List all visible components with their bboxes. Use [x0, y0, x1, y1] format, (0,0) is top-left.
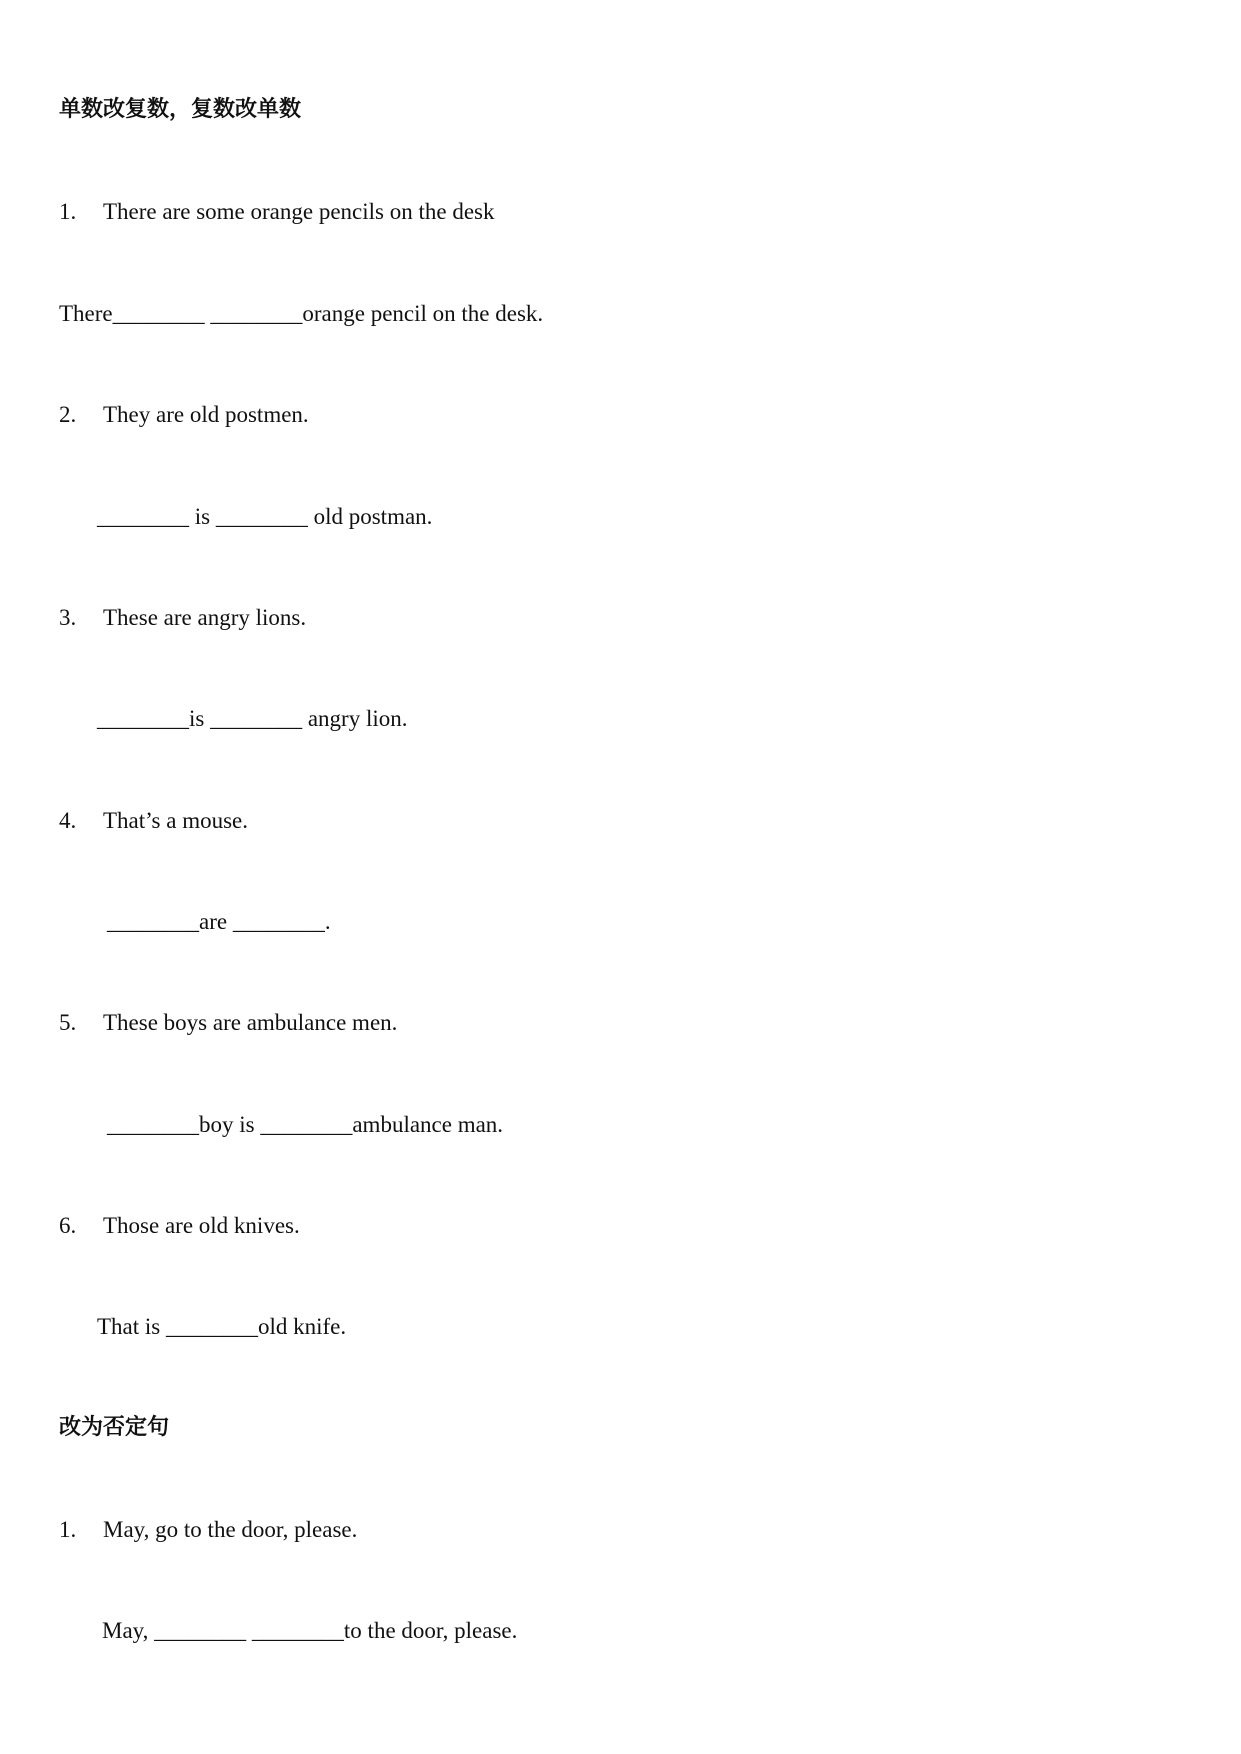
question-number: 5.: [59, 1010, 77, 1035]
question-text: May, go to the door, please.: [103, 1517, 358, 1542]
question-text: They are old postmen.: [103, 402, 309, 427]
answer-line: That is ________old knife.: [97, 1314, 347, 1339]
question-text: Those are old knives.: [103, 1213, 300, 1238]
question-item: [59, 1009, 659, 1037]
question-number: 1.: [59, 199, 77, 224]
question-item: [59, 401, 659, 429]
question-item: [59, 604, 659, 632]
question-item: [59, 1516, 659, 1544]
question-text: That’s a mouse.: [103, 808, 248, 833]
answer-line: May, ________ ________to the door, please.: [102, 1618, 518, 1643]
answer-line: ________are ________.: [107, 909, 331, 934]
answer-line: ________boy is ________ambulance man.: [107, 1112, 504, 1137]
question-number: 1.: [59, 1517, 77, 1542]
section-heading-singular-plural: 单数改复数，复数改单数: [59, 97, 302, 122]
answer-line: ________ is ________ old postman.: [97, 504, 433, 529]
question-item: [59, 198, 659, 226]
question-number: 3.: [59, 605, 77, 630]
question-text: These boys are ambulance men.: [103, 1010, 398, 1035]
question-item: [59, 1212, 659, 1240]
question-number: 2.: [59, 402, 77, 427]
question-text: These are angry lions.: [103, 605, 307, 630]
section-heading-negative: 改为否定句: [59, 1415, 170, 1440]
answer-line: ________is ________ angry lion.: [97, 706, 408, 731]
answer-line: There________ ________orange pencil on the desk.: [59, 301, 544, 326]
question-number: 6.: [59, 1213, 77, 1238]
question-number: 4.: [59, 808, 77, 833]
question-item: [59, 807, 659, 835]
question-text: There are some orange pencils on the desk: [103, 199, 495, 224]
